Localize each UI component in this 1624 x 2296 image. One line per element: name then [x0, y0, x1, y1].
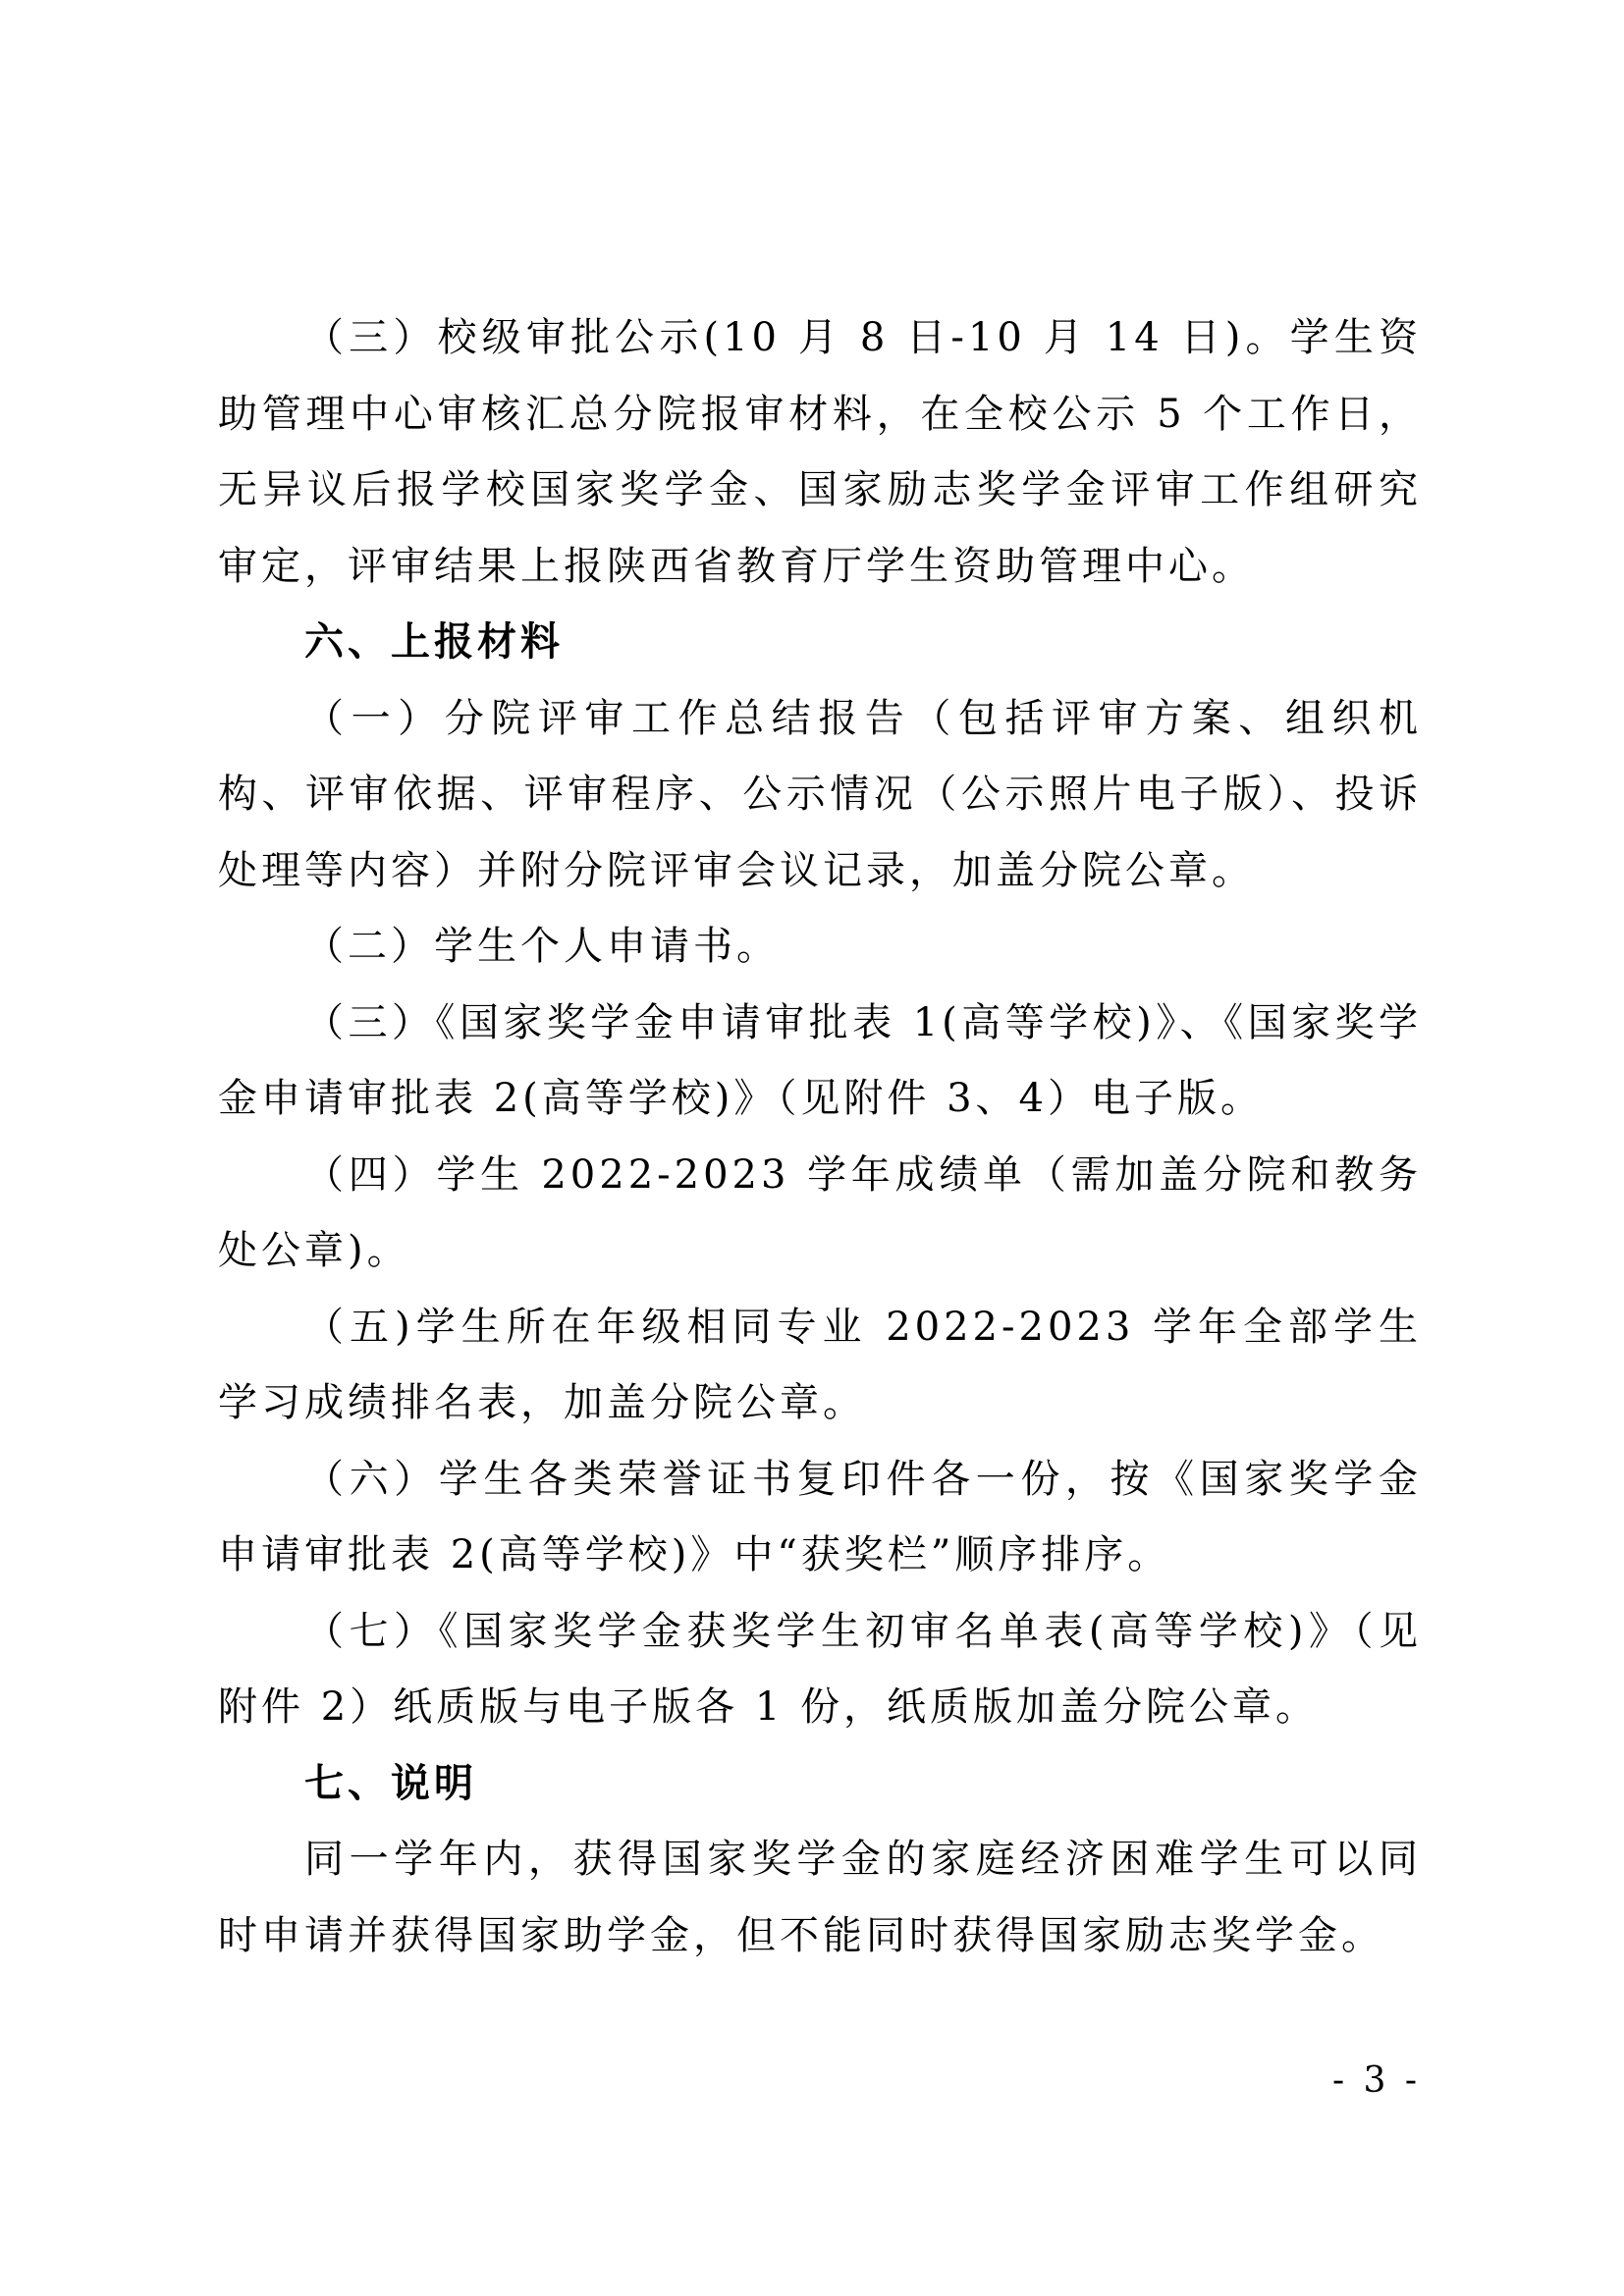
section-heading-materials: 六、上报材料	[304, 619, 564, 665]
document-body	[218, 300, 1422, 1974]
paragraph-material-4: （四）学生 2022-2023 学年成绩单（需加盖分院和教务处公章)。	[218, 1151, 1422, 1273]
paragraph-material-2: （二）学生个人申请书。	[304, 924, 780, 969]
section-heading-notes: 七、说明	[304, 1760, 477, 1806]
paragraph-material-5: （五)学生所在年级相同专业 2022-2023 学年全部学生学习成绩排名表，加盖分院公章。	[218, 1304, 1422, 1425]
paragraph-material-6: （六）学生各类荣誉证书复印件各一份，按《国家奖学金申请审批表 2(高等学校)》中“获奖栏”顺序排序。	[218, 1456, 1422, 1577]
paragraph-notes: 同一学年内，获得国家奖学金的家庭经济困难学生可以同时申请并获得国家助学金，但不能同时获得国家励志奖学金。	[218, 1837, 1422, 1958]
page-number: - 3 -	[1331, 2060, 1422, 2101]
paragraph-school-approval: （三）校级审批公示(10 月 8 日-10 月 14 日)。学生资助管理中心审核汇总分院报审材料，在全校公示 5 个工作日，无异议后报学校国家奖学金、国家励志奖学金评审工作组研究审定，评审结果上报陕西省教育厅学生资助管理中心。	[218, 315, 1422, 589]
paragraph-material-3: （三）《国家奖学金申请审批表 1(高等学校)》、《国家奖学金申请审批表 2(高等学校)》（见附件 3、4）电子版。	[218, 999, 1422, 1121]
paragraph-material-7: （七）《国家奖学金获奖学生初审名单表(高等学校)》（见附件 2）纸质版与电子版各 1 份，纸质版加盖分院公章。	[218, 1608, 1422, 1730]
paragraph-material-1: （一）分院评审工作总结报告（包括评审方案、组织机构、评审依据、评审程序、公示情况（公示照片电子版）、投诉处理等内容）并附分院评审会议记录，加盖分院公章。	[218, 695, 1422, 893]
